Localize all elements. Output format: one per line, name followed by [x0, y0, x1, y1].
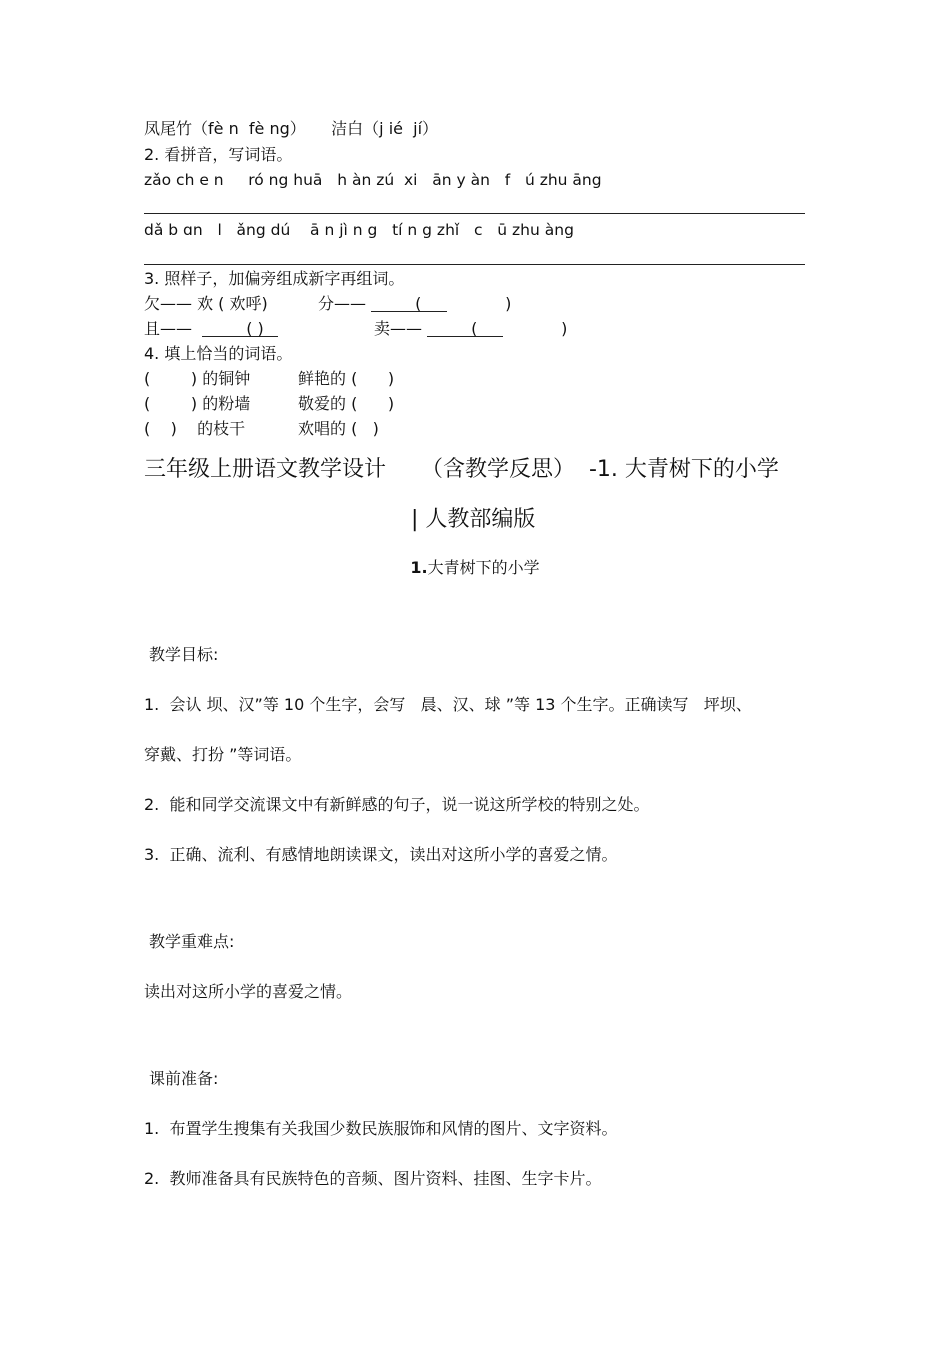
- q4-row-3-right: 欢唱的 ( ): [298, 419, 379, 438]
- answer-line-2: [144, 264, 805, 265]
- lesson-number: 1.: [410, 558, 428, 577]
- q4-row-1-right: 鲜艳的 ( ): [298, 369, 395, 388]
- prep-item-1: 1. 布置学生搜集有关我国少数民族服饰和风情的图片、文字资料。: [144, 1119, 618, 1138]
- pinyin-row-2: dǎ b ɑn l ǎng dú ā n jì n g tí n g zhǐ c ū zhu àng: [144, 221, 574, 239]
- q4-row-3-left: ( ) 的枝干: [144, 419, 246, 438]
- q3-mai-paren-open: (: [471, 319, 478, 338]
- goal-3: 3. 正确、流利、有感情地朗读课文，读出对这所小学的喜爱之情。: [144, 845, 618, 864]
- q3-mai-blank: [427, 319, 503, 337]
- q3-qie-blank: [202, 319, 278, 337]
- q4-row-1-left: ( ) 的铜钟: [144, 369, 251, 388]
- goals-heading: 教学目标:: [149, 645, 219, 664]
- goal-2: 2. 能和同学交流课文中有新鲜感的句子，说一说这所学校的特别之处。: [144, 795, 650, 814]
- q3-fen-paren-open: (: [415, 294, 422, 313]
- q3-example: 欠—— 欢 ( 欢呼): [144, 294, 268, 313]
- goal-1-line-2: 穿戴、打扮 ”等词语。: [144, 745, 302, 764]
- question-4-heading: 4. 填上恰当的词语。: [144, 344, 293, 363]
- document-title-line-2: | 人教部编版: [411, 507, 536, 532]
- lesson-title: [0, 558, 950, 578]
- q3-mai-paren-close: ): [561, 319, 568, 338]
- q3-qie-parens: ( ): [246, 319, 264, 338]
- question-2-heading: 2. 看拼音，写词语。: [144, 145, 293, 164]
- q3-item-fen-label: 分——: [318, 294, 367, 313]
- pinyin-choice-line: 凤尾竹（fè n fè ng） 洁白（j ié jí）: [144, 119, 439, 138]
- pinyin-row-1: zǎo ch e n ró ng huā h àn zú xi ān y àn f ú zhu āng: [144, 171, 602, 189]
- prep-heading: 课前准备:: [149, 1069, 219, 1088]
- lesson-title-text: 大青树下的小学: [427, 558, 540, 577]
- key-points-heading: 教学重难点:: [149, 932, 235, 951]
- q3-item-fen: [318, 294, 511, 314]
- q3-item-mai-label: 卖——: [374, 319, 423, 338]
- q4-row-2-right: 敬爱的 ( ): [298, 394, 395, 413]
- q3-item-qie: [144, 319, 278, 339]
- q3-item-qie-label: 且——: [144, 319, 193, 338]
- q3-item-mai: [374, 319, 567, 339]
- goal-1-line-1: 1. 会认 坝、汉”等 10 个生字，会写 晨、汉、球 ”等 13 个生字。正确读写 坪坝、: [144, 695, 752, 714]
- key-points-text: 读出对这所小学的喜爱之情。: [144, 982, 353, 1001]
- q4-row-2-left: ( ) 的粉墙: [144, 394, 251, 413]
- q3-fen-blank: [371, 294, 447, 312]
- question-3-heading: 3. 照样子，加偏旁组成新字再组词。: [144, 269, 405, 288]
- q3-fen-paren-close: ): [505, 294, 512, 313]
- answer-line-1: [144, 213, 805, 214]
- document-title-line-1: 三年级上册语文教学设计 （含教学反思） -1. 大青树下的小学: [144, 457, 779, 482]
- prep-item-2: 2. 教师准备具有民族特色的音频、图片资料、挂图、生字卡片。: [144, 1169, 602, 1188]
